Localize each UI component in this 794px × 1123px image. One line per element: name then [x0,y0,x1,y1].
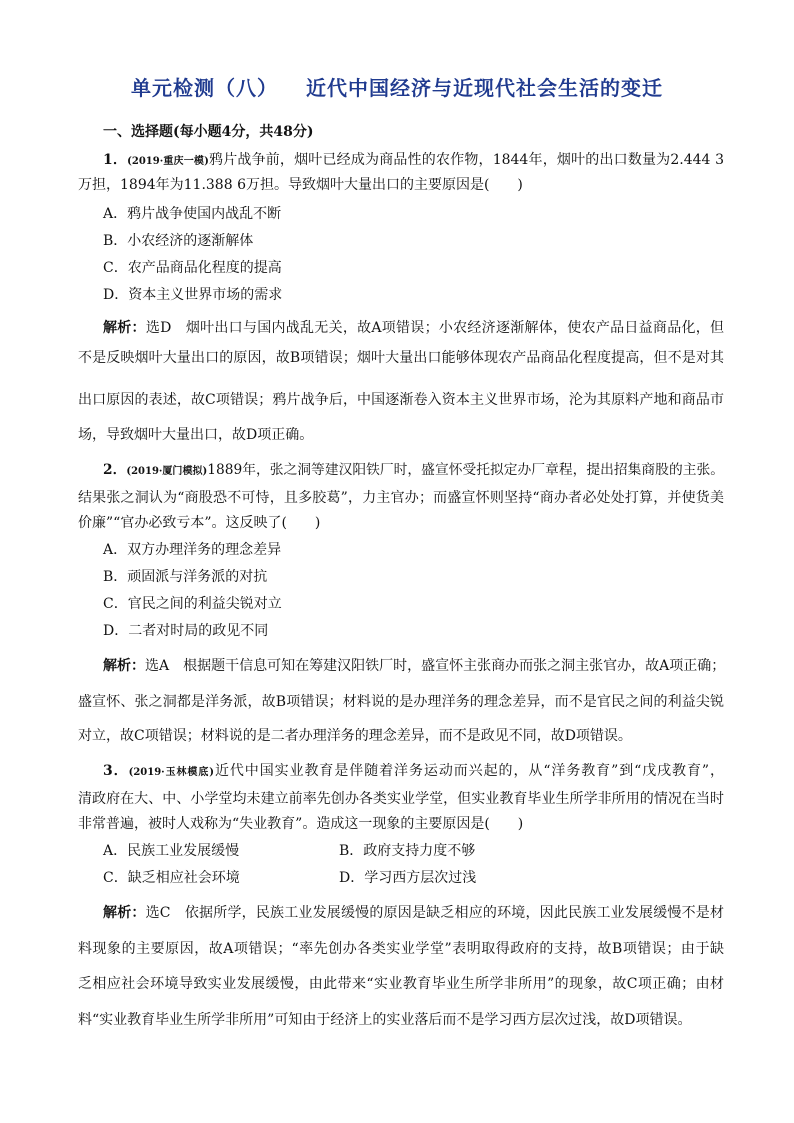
subject-title: 近代中国经济与近现代社会生活的变迁 [306,76,663,100]
question-3-option-c: C．缺乏相应社会环境 [103,870,240,886]
question-2-option-d: D．二者对时局的政见不同 [103,623,269,639]
question-3-option-a: A．民族工业发展缓慢 [103,843,240,859]
question-2-answer-line-2: 盛宣怀、张之洞都是洋务派，故B项错误；材料说的是办理洋务的理念差异，而不是官民之间的利益尖锐 [78,694,724,710]
question-3-stem-line-2: 清政府在大、中、小学堂均未建立前率先创办各类实业学堂，但实业教育毕业生所学非所用的情况在当时 [78,791,724,807]
question-1-answer-line-2: 不是反映烟叶大量出口的原因，故B项错误；烟叶大量出口能够体现农产品商品化程度提高，但不是对其 [78,350,724,366]
question-1-option-a: A．鸦片战争使国内战乱不断 [103,206,282,222]
section-heading: 一、选择题(每小题4分，共48分) [103,124,314,140]
question-1-stem-line-1: 1．(2019·重庆一模)鸦片战争前，烟叶已经成为商品性的农作物，1844年，烟叶的出口数量为2.444 3 [103,152,724,168]
question-3-answer-line-2: 料现象的主要原因，故A项错误；“率先创办各类实业学堂”表明取得政府的支持，故B项错误；由于缺 [78,941,724,957]
question-2-option-c: C．官民之间的利益尖锐对立 [103,596,282,612]
question-1-stem-line-2: 万担，1894年为11.388 6万担。导致烟叶大量出口的主要原因是( ) [78,177,523,193]
question-1-option-c: C．农产品商品化程度的提高 [103,260,282,276]
question-1-answer-line-4: 场，导致烟叶大量出口，故D项正确。 [78,427,314,443]
question-2-option-a: A．双方办理洋务的理念差异 [103,542,282,558]
question-2-answer-line-1: 解析：选A 根据题干信息可知在筹建汉阳铁厂时，盛宣怀主张商办而张之洞主张官办，故A项正确； [103,658,726,674]
question-3-answer-line-1: 解析：选C 依据所学，民族工业发展缓慢的原因是缺乏相应的环境，因此民族工业发展缓慢不是材 [103,905,724,921]
question-3-stem-line-3: 非常普遍，被时人戏称为“失业教育”。造成这一现象的主要原因是( ) [78,816,524,832]
question-1-option-d: D．资本主义世界市场的需求 [103,287,283,303]
question-2-stem-line-1: 2．(2019·厦门模拟)1889年，张之洞等建汉阳铁厂时，盛宣怀受托拟定办厂章程，提出招集商股的主张。 [103,462,724,478]
unit-title: 单元检测（八） [131,76,278,100]
question-1-answer-line-3: 出口原因的表述，故C项错误；鸦片战争后，中国逐渐卷入资本主义世界市场，沦为其原料产地和商品市 [78,392,724,408]
question-2-option-b: B．顽固派与洋务派的对抗 [103,569,268,585]
question-3-stem-line-1: 3．(2019·玉林模底)近代中国实业教育是伴随着洋务运动而兴起的，从“洋务教育”到“戊戌教育”， [103,763,724,779]
page-title [0,72,794,101]
question-1-answer-line-1: 解析：选D 烟叶出口与国内战乱无关，故A项错误；小农经济逐渐解体，使农产品日益商品化，但 [103,320,725,336]
question-3-option-b: B．政府支持力度不够 [339,843,476,859]
question-2-stem-line-2: 结果张之洞认为“商股恐不可恃，且多胶葛”，力主官办；而盛宣怀则坚持“商办者必处处打算，并使货美 [78,490,724,506]
question-3-option-d: D．学习西方层次过浅 [339,870,477,886]
question-1-option-b: B．小农经济的逐渐解体 [103,233,254,249]
question-2-stem-line-3: 价廉”“官办必致亏本”。这反映了( ) [78,515,321,531]
question-2-answer-line-3: 对立，故C项错误；材料说的是二者办理洋务的理念差异，而不是政见不同，故D项错误。 [78,728,632,744]
question-3-answer-line-4: 料“实业教育毕业生所学非所用”可知由于经济上的实业落后而不是学习西方层次过浅，故D项错误。 [78,1012,692,1028]
question-3-answer-line-3: 乏相应社会环境导致实业发展缓慢，由此带来“实业教育毕业生所学非所用”的现象，故C项正确；由材 [78,976,724,992]
